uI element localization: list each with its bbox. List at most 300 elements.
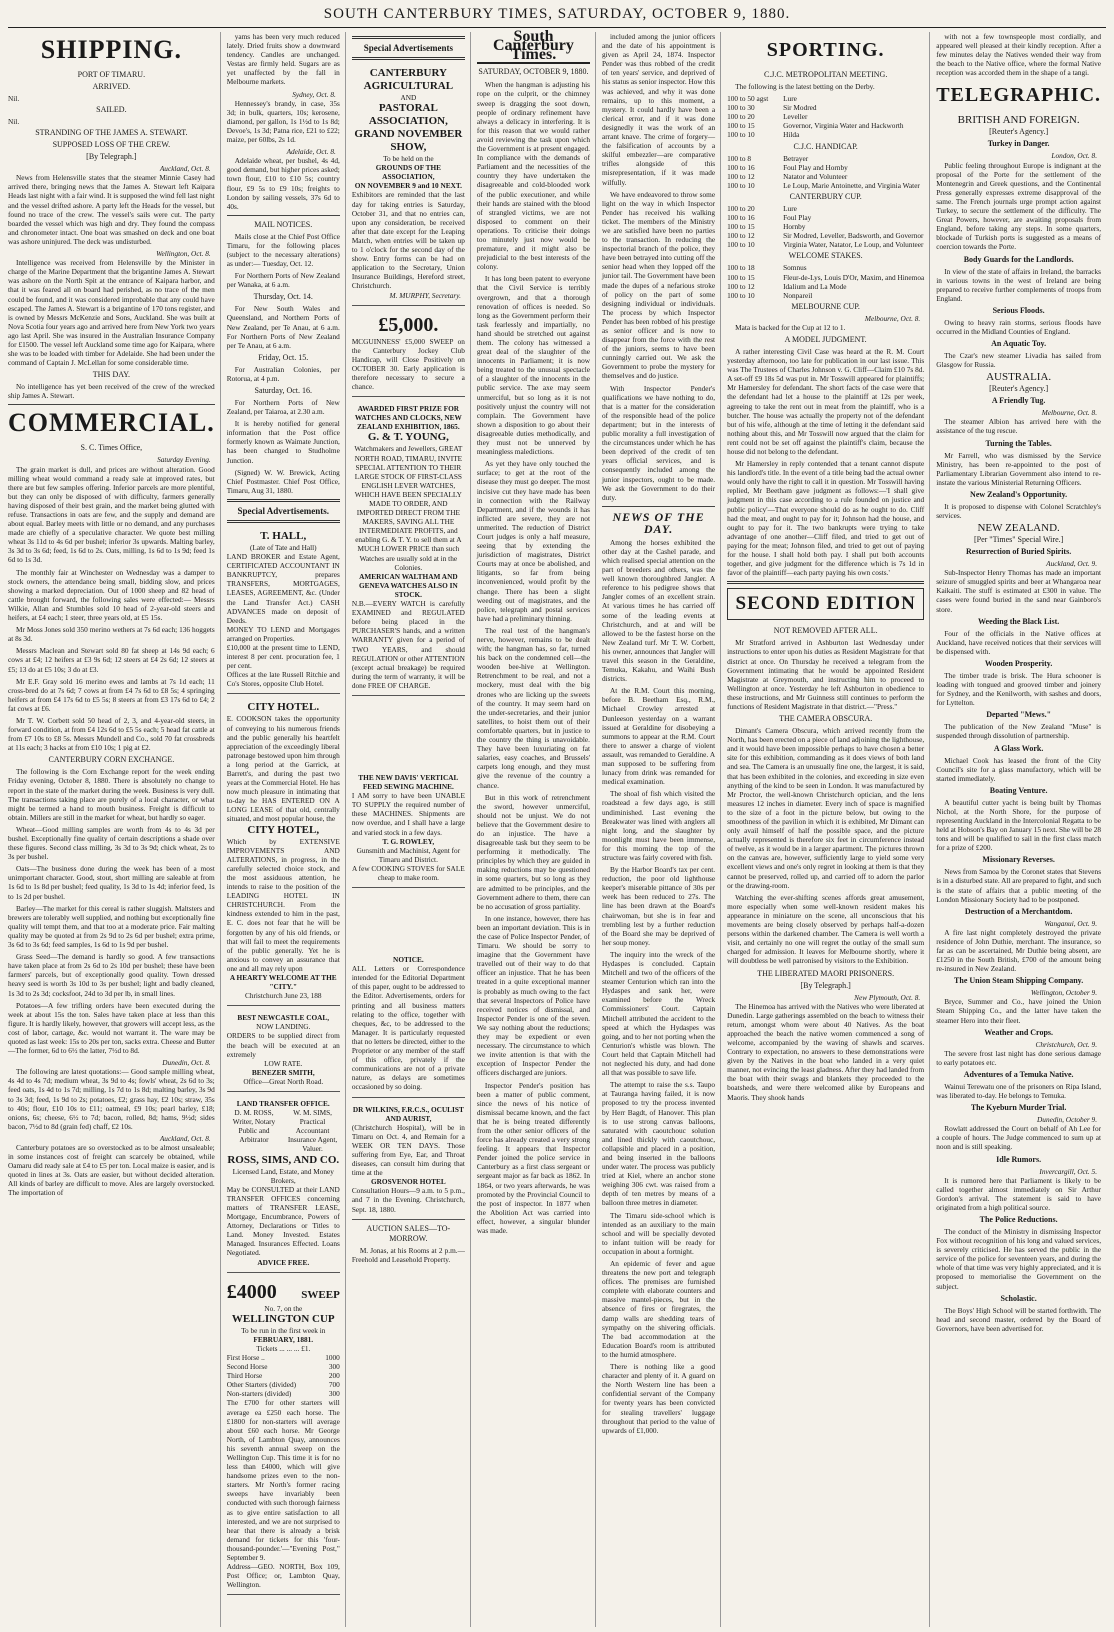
horse-name: Governor, Virginia Water and Hackworth [783, 121, 904, 131]
ad-title: DR WILKINS, F.R.C.S., OCULIST AND AURIST, [352, 1104, 464, 1123]
ad-text: To be run in the first week in [241, 1325, 326, 1335]
welcome-odds-list [727, 263, 924, 299]
article-paragraph: Watching the ever-shifting scenes affords great amusement, more especially when some well-known resident makes his appearance in miniature on the scene, all unconscious that his movements are being closely observed by perhaps half-a-dozen persons within the darkened chamber. The Camera is well worth a visit, and certainly no one will regret the outlay of the small sum charged for admission. It leaves for Melbourne shortly, where it will doubtless be well patronised by visitors to the Exhibition. [727, 892, 925, 966]
ad-sub: NOW LANDING. [256, 1022, 311, 1032]
column-6 [727, 32, 930, 1627]
divider [352, 36, 465, 39]
ad-title: ROSS, SIMS, AND CO. [227, 1153, 340, 1166]
article-paragraph: Rowlatt addressed the Court on behalf of Ah Lee for a couple of hours. The Judge commenced to sum up at noon and is still speaking. [936, 1124, 1102, 1152]
office-line: S. C. Times Office, [80, 443, 143, 453]
leader-paragraph: As yet they have only touched the surface; to get at the root of the disease they must go deeper. The most incisive cut they have made has been in connection with the Railway Department, and if the wounds it has inflicted are severe, they are not unmerited. The reduction of District Court judges is only a half measure, seeing that by extending the jurisdiction of magistrates, District Courts may at once be abolished, and litigants, so far from being inconvenienced, would profit by the change. There has been a slight weeding out of magistrates, and the police, telegraph and postal services have had a preliminary thinning. [476, 459, 590, 623]
divider [8, 404, 215, 405]
article-paragraph: The steamer Albion has arrived here with the assistance of the tug rescue. [936, 417, 1102, 436]
welcome-heading: WELCOME STAKES. [788, 251, 863, 261]
article-paragraph: A beautiful cutter yacht is being built by Thomas Nichol, at the North Shore, for the purpose of representing Auckland in the Intercolonial Regatta to be held at Hobson's Bay on January 15 next. She will be 28 tons and will be qualified to sail in the first class match for a prize of £200. [936, 797, 1102, 853]
paper-banner: South Canterbury Times. [477, 32, 590, 64]
cup-odds-list [727, 204, 924, 249]
prize-row [227, 1380, 340, 1389]
hall-advertisement [227, 527, 340, 695]
odds-row [727, 231, 924, 240]
column-4 [476, 28, 596, 1627]
mail-heading: MAIL NOTICES. [254, 219, 313, 229]
arrived-nil: Nil. [8, 94, 20, 103]
odds-row [727, 282, 924, 291]
story-heading: A Friendly Tug. [991, 396, 1046, 406]
story-heading: A Glass Work. [993, 743, 1044, 753]
odds-row [727, 94, 924, 103]
ad-title: GRAND NOVEMBER SHOW, [354, 128, 463, 154]
story-heading: Weeding the Black List. [977, 616, 1060, 626]
ad-text: ON NOVEMBER 9 and 10 NEXT. [354, 181, 463, 191]
article-paragraph: The Hinemoa has arrived with the Natives who were liberated at Dunedin. Large gatherings assembled on the beach to witness their return, amongst whom were about 40 Natives. As the boat approached the beach the native women commenced a song of welcome, accompanied by the waving of shawls and scarves. Contrary to expectation, no answers to these demonstrations were given by the Natives in the boat who landed in a very quiet manner, not evincing the least gladness. After they had landed from the boat with their swags and blankets they proceeded to the boatsheds, and were there welcomed alike by Europeans and Maoris. They shook hands [727, 1001, 925, 1102]
horse-name: Nonpareil [783, 290, 813, 300]
coal-advertisement [227, 1010, 340, 1092]
prize-label: Second Horse [226, 1362, 268, 1372]
article-paragraph: Mr Moss Jones sold 350 merino wethers at 7s 6d each; 136 hoggets at 8s 3d. [8, 625, 215, 644]
article-paragraph: Wheat—Good milling samples are worth from 4s to 4s 3d per bushel. Exceptionally fine quality of certain descriptions a shade over these figures. Second class milling, 3s 3d to 3s 9d; chick wheat, 2s to 3s per bushel. [8, 824, 215, 862]
column-1 [8, 32, 221, 1627]
mail-signed: (Signed) W. W. Brewick, Acting Chief Postmaster. Chief Post Office, Timaru, Aug 31, 1880. [226, 467, 340, 495]
odds-row [727, 291, 924, 300]
odds-value: 100 to 15 [727, 121, 755, 131]
story-heading: Boating Venture. [989, 785, 1048, 795]
article-paragraph: The severe frost last night has done serious damage to early potatoes etc. [936, 1048, 1102, 1067]
news-paragraph: At the R.M. Court this morning, before B. Beetham Esq., R.M., Michael Crowley arrested at Dunleeson yesterday on a warrant issued at Geraldine for disobeying a summons to appear at the R.M. Court there to answer a charge of violent assault, was remanded to Geraldine. A man supposed to be suffering from lunacy from drink was remanded for medical examination. [602, 686, 716, 787]
ad-title: CITY HOTEL. [247, 701, 320, 714]
horse-name: Virginia Water, Natator, Le Loup, and Volunteer [783, 240, 924, 250]
odds-value: 100 to 16 [727, 162, 755, 172]
odds-value: 100 to 12 [727, 231, 755, 241]
story-heading: Destruction of a Merchantdom. [964, 906, 1073, 916]
article-paragraph: Adelaide wheat, per bushel, 4s 4d, good demand, but higher prices asked; town flour, £10 to £10 5s; country flour, £9 5s to £9 10s; freights to London by sailing vessels, 37s 6d to 40s. [226, 156, 340, 211]
horse-name: Idalium and La Mode [783, 281, 847, 291]
article-paragraph: It is proposed to dispense with Colonel Scratchley's services. [936, 501, 1102, 520]
odds-row [727, 263, 924, 272]
article-paragraph: A rather interesting Civil Case was heard at the R. M. Court yesterday afternoon, too late for publication in our last issue. This was The Trustees of Charles Johnson v. G. Cliff—Claim £10 7s 8d. A set-off £9 18s 5d was put in. Mr Tosswill appeared for plaintiffs; Mr Hamersley for defendant. The short facts of the case were that the defendant had let a house to the plaintiff at 12s per week, agreeing to take the rent out in meat from the plaintiff, who is a butcher. The house was actually the property not of the defendant but of his wife, although at the time of letting it the defendant said nothing about this, and Mr Tosswill now argued that the claim for rent could not be set off against the plaintiff's claim, because the house did not belong to the defendant. [727, 346, 925, 456]
divider [352, 57, 465, 60]
dateline: Adelaide, Oct. 8. [286, 147, 336, 157]
ad-text: AMERICAN WALTHAM AND GENEVA WATCHES ALSO IN STOCK. [358, 571, 458, 599]
handicap-heading: C.J.C. HANDICAP. [793, 141, 858, 151]
story-heading: New Zealand's Opportunity. [970, 489, 1068, 499]
article-paragraph: Intelligence was received from Helensville by the Minister in charge of the Marine Department that the brigantine James A. Stewart was ashore on the North Spit at the entrance of Kaipara harbor, and that it was feared all on board had perished, as no trace of the men could be found, and it was considered improbable that any could have escaped. The James A. Stewart is a brigantine of 170 tons register, and is owned by Messrs McKenzie and Sons, Auckland. She was built at Nova Scotia four years ago and arrived here from New York two years ago last April. She was insured in the Australian Insurance Company for £1500. The vessel left Auckland some time ago for Kaipara, where she was to be loaded with timber for Adelaide. She had been under the command of Captain J. McLellan for some considerable time. [8, 258, 215, 368]
wire-credit: [Per "Times" Special Wire.] [973, 535, 1064, 545]
paper-date: SATURDAY, OCTOBER 9, 1880. [478, 67, 589, 77]
ad-text: The £700 for other starters will average ea £250 each horse. The £1800 for non-starters will average about £60 each horse. Mr George North, of Lambton Quay, announces his seventh annual sweep on the Wellington Cup. This time it is for no less than £4000, which will give handsome prizes even to the non-starters. Mr North's former racing sweeps have invariably been conducted with such thorough fairness as to give entire satisfaction to all interested, and we are not surprised to hear that there is already a brisk demand for tickets for this 'four-thousand-pounder.'—"Evening Post," September 9. [226, 1398, 340, 1563]
odds-row [727, 172, 924, 181]
article-paragraph: Bryce, Summer and Co., have joined the Union Steam Shipping Co., and the latter have taken the steamer Hero into their fleet. [936, 997, 1102, 1025]
maori-heading: THE LIBERATED MAORI PRISONERS. [757, 968, 895, 978]
odds-value: 100 to 18 [727, 263, 755, 273]
dateline: Wanganui, Oct. 9. [1044, 918, 1098, 928]
agency-credit: [Reuter's Agency.] [989, 127, 1049, 137]
odds-value: 100 to 30 [727, 103, 755, 113]
leader-paragraph: In one instance, however, there has been an important deviation. This is in the case of Police Inspector Pender, of Timaru. We should be sorry to imagine that the Government have travelled out of their way to do that officer an injustice. That he has been treated in a quite exceptional manner is probably as much owing to the fact that several Inspectors of Police have received notices of dismissal, and Inspector Pender is one of the seven. We say nothing about the reductions; they may be expedient or even necessary. The circumstance to which we invite attention is that with the exception of Inspector Pender the officers discharged are juniors. [476, 913, 590, 1078]
prize-label: Other Starters (divided) [226, 1380, 297, 1390]
article-paragraph: The Boys' High School will be started forthwith. The head and second master, ordered by the Board of Governors, have been advertised for. [936, 1305, 1102, 1333]
land-transfer-advertisement [227, 1096, 340, 1273]
leader-paragraph: With Inspector Pender's qualifications we have nothing to do, that is a matter for the consideration of the responsible head of the police department; but in the interests of public morality a full investigation of the circumstances under which he has been deprived of the credit of ten years official services, and is consequently included among the junior inspectors, ought to be made. We ask the Government to do their duty. [602, 383, 716, 502]
article-paragraph: Grass Seed—The demand is hardly so good. A few transactions have taken place at from 2s 6d to 2s 10d per bushel; these have been farmers' parcels, but of exceptionally good quality. Town dressed heavy seed is worth 3s 10d to 3s per bushel; light and badly cleaned, 1s 3d to 2s 3d; cocksfoot, 24d to 3d per lb, in small lines. [8, 952, 215, 998]
column-3 [352, 32, 471, 1627]
story-heading: The Union Steam Shipping Company. [954, 976, 1084, 986]
ad-title: G. & T. YOUNG, [367, 431, 449, 444]
news-paragraph: By the Harbor Board's tax per cent. reduction, the poor old lighthouse keeper's miserable pittance of 30s per week has been reduced to 27s. The line has been drawn at the Board's chairwoman, but she is in fear and trembling lest by a further reduction of the Board she may be deprived of her soup money. [602, 865, 716, 947]
telegraph-credit: [By Telegraph.] [86, 152, 137, 162]
horse-name: Natator and Volunteer [783, 171, 848, 181]
prize-value: 200 [328, 1371, 340, 1381]
odds-row [727, 213, 924, 222]
ad-text: LAND BROKER and Estate Agent, CERTIFICATED ACCOUNTANT IN BANKRUPTCY, prepares TRANSFERS, MORTGAGES, LEASES, AGREEMENT, &c. (Under the Land Transfer Act.) CASH ADVANCES made on deposit of Deeds. [226, 552, 340, 625]
ad-text: To be held on the [383, 154, 434, 164]
dateline: Sydney, Oct. 8. [292, 89, 336, 99]
ad-text: Address—GEO. NORTH, Box 109, Post Office; or, Lambton Quay, Wellington. [226, 1562, 340, 1590]
article-paragraph: Mr E.F. Gray sold 16 merino ewes and lambs at 7s 1d each; 11 cross-bred do at 7s 6d; 7 cows at from £4 7s 6d to £8 5s; 4 springing heifers at from £4 17s 6d to £5 5s; 8 steers at from £3 17s 6d to £4; 2 fat cows at £6. [8, 676, 215, 713]
dateline: Dunedin, October 9. [1037, 1115, 1098, 1125]
auction-heading: AUCTION SALES—TO-MORROW. [366, 1223, 451, 1243]
odds-value: 100 to 15 [727, 272, 755, 282]
ad-text: Gunsmith and Machinist, Agent for Timaru and District. [356, 845, 461, 864]
sailed-nil: Nil. [8, 117, 20, 127]
ad-text: GROSVENOR HOTEL [370, 1177, 446, 1187]
story-heading: Resurrection of Buried Spirits. [966, 547, 1072, 557]
divider [727, 581, 924, 584]
dateline: New Plymouth, Oct. 8. [854, 992, 921, 1002]
masthead: SOUTH CANTERBURY TIMES, SATURDAY, OCTOBER 9, 1880. [8, 6, 1106, 28]
article-paragraph: Mr Stratford arrived in Ashburton last Wednesday under instructions to enter upon his duties as Resident Magistrate for that district at once. On Thursday he received a telegram from the Government intimating that he would be appointed Resident Magistrate at Greymouth, and instructing him to proceed to Wellington at once. Yesterday he left Ashburton in obedience to these instructions, and Mr Guinness still continues to perform the functions of Resident Magistrate in that district.—"Press." [727, 638, 925, 711]
commercial-heading: COMMERCIAL. [8, 408, 215, 438]
port-heading: PORT OF TIMARU. [77, 70, 146, 79]
news-paragraph: The attempt to raise the s.s. Taupo at Tauranga having failed, it is now proposed to try the process invented by Herr Bagdt, of Hanover. This plan is to use strong canvas balloons, saturated with caoutchouc solution and lined thickly with caoutchouc, collapsible and placed in a position, and being inserted in the balloons under water. The process was publicly tried at Kiel, where an anchor stone weighing 306 cwt. was raised from a depth of ten metres by means of a balloon three metres in diameter. [602, 1080, 716, 1208]
article-paragraph: Mr Hamersley in reply contended that a tenant cannot dispute his landlord's title. In the event of a title being bad the actual owner would only have the right to call it in question. Mr Tosswill having replied, Mr Beetham gave judgment as follows:—'I shall give judgment in this case according to a rule founded on justice and public policy'—That everyone should do as he ought to do. Cliff had the meat, and ought to pay for it; Johnson had the house, and ought to pay for it. The two bankrupts were trying to take advantage of one another—Cliff filed, and tried to get out of paying for the meat; Johnson filed, and tried to get out of paying for the house. I shall hold both pay. I shall put both accounts together, and give judgment for the difference which is 7s 1d in favor of the plaintiff—each party paying his own costs.' [727, 459, 925, 578]
article-paragraph: Public feeling throughout Europe is indignant at the proposal of the Porte for the settlement of the Montenegrin and Greek questions, and the Continental Press generally expresses extreme disapproval of the same. The French journals urge prompt action against Turkey, to secure the settlement of the difficulty. The Great Powers, however, are awaiting proposals from England, before taking any steps. In some quarters, blockade of Turkish ports is suggested as a means of coercion towards the Porte. [936, 160, 1102, 252]
article-paragraph: Michael Cook has leased the front of the City Council's site for a glass manufactory, which will be started immediately. [936, 755, 1102, 783]
horse-name: Lure [783, 94, 797, 104]
mail-paragraph: It is hereby notified for general information that the Post office formerly known as Waimate Junction, has been changed to Studholme Junction. [226, 419, 340, 465]
ad-sub: Licensed Land, Estate, and Money Brokers, [232, 1166, 334, 1185]
camera-heading: THE CAMERA OBSCURA. [779, 714, 873, 724]
horse-name: Sir Modred [783, 103, 817, 113]
blank-space [352, 892, 465, 952]
city-hotel-advertisement [227, 698, 340, 1006]
mail-paragraph: For Australian Colonies, per Rotorua, at 4 p.m. [226, 364, 340, 383]
derby-odds-list [727, 94, 924, 139]
ad-date: Christchurch June 23, 188 [244, 991, 322, 1001]
story-heading: Scholastic. [1000, 1293, 1037, 1303]
divider [602, 506, 715, 507]
columns [8, 28, 1106, 1627]
story-heading: The Kyeburn Murder Trial. [970, 1103, 1067, 1113]
mail-paragraph: For Northern Ports of New Zealand, per Taiaroa, at 2.30 a.m. [226, 398, 340, 417]
odds-value: 100 to 10 [727, 130, 755, 140]
leader-paragraph: We have endeavored to throw some light on the way in which Inspector Pender has received his walking ticket. The members of the Ministry we are satisfied have been no parties to the transaction. In reducing the inspectorial branch of the police, they have been betrayed into cutting off the senior head when they lopped off the junior tail. The Government have been made the dupes of a nefarious stroke of policy on the part of some designing individual or individuals. The process by which Inspector Pender has been robbed of his prestige as senior officer and is now to disappear from the force with the rest of the juniors, seems to have been cunningly carried out. We ask the Government to probe the mystery for themselves and do justice. [602, 189, 716, 381]
ad-text: AWARDED FIRST PRIZE FOR WATCHES AND CLOCKS, NEW ZEALAND EXHIBITION, 1865. [354, 404, 462, 432]
ad-text: Consultation Hours—9 a.m. to 5 p.m., and 7 in the Evening. Christchurch, Sept. 18, 1880. [351, 1186, 465, 1214]
dateline: Wellington, October 9. [1030, 988, 1098, 998]
prize-label: Third Horse [226, 1371, 263, 1381]
dateline: Auckland, Oct. 9. [1046, 559, 1098, 569]
dateline: Melbourne, Oct. 8. [864, 313, 921, 323]
prize-label: Non-starters (divided) [226, 1389, 292, 1399]
story-heading: An Aquatic Toy. [991, 339, 1047, 349]
article-paragraph: Mr T. W. Corbett sold 50 head of 2, 3, and 4-year-old steers, in forward condition, at from £4 12s 6d to £5 5s each; 5 head fat cattle at from £7 10s to £8 5s. Messrs Mundell and Co., sold 70 fat crossbreds at 11s each; 3 hacks at from £10 10s; 1 pig at £2. [8, 715, 215, 753]
ad-text: FEBRUARY, 1881. [253, 1334, 314, 1344]
prize-value: 1000 [325, 1352, 340, 1362]
news-heading: NEWS OF THE DAY. [612, 509, 705, 536]
article-paragraph: A fire last night completely destroyed the private residence of John Duthie, merchant. The insurance, so far as can be ascertained, Mr Duthie being absent, are £1250 in the South British, £700 of the amount being re-insured in New Zealand. [936, 927, 1102, 974]
ad-title: CANTERBURY AGRICULTURAL [363, 67, 454, 92]
odds-value: 100 to 12 [727, 281, 755, 291]
cup-heading: CANTERBURY CUP. [789, 191, 862, 201]
odds-row [727, 130, 924, 139]
ad-title: THE NEW DAVIS' VERTICAL FEED SEWING MACHINE. [358, 772, 459, 792]
ad-text: GROUNDS OF THE ASSOCIATION, [375, 163, 441, 182]
notice-advertisement [352, 952, 465, 1097]
show-advertisement [352, 64, 465, 306]
odds-value: 100 to 20 [727, 112, 755, 122]
leader-paragraph: included among the junior officers and the date of his appointment is given as April 24, 1874. Inspector Pender was thus robbed of the credit of ten years' service, and deprived of his status as senior inspector. How this was achieved, and why it was done remains, up to this moment, a mystery. It could hardly have been a clerical error, and if it was done designedly it was the work of an arrant knave. The crime of forgery—the falsification of accounts by a skilful embezzler—are comparative trifles alongside of this misrepresentation, if it was made wilfully. [602, 32, 716, 187]
mail-day: Saturday, Oct. 16. [254, 386, 312, 395]
handicap-odds-list [727, 154, 924, 190]
ad-text: T. G. ROWLEY, [382, 836, 435, 846]
sailed-label: SAILED. [96, 105, 127, 115]
evening-line: Saturday Evening. [157, 455, 211, 465]
odds-row [727, 121, 924, 130]
news-paragraph: An epidemic of fever and ague threatens the new port and telegraph offices. The premises are furnished complete with elaborate counters and massive mantel-pieces, but in the absence of fires or firegrates, the damp walls are shedding tears of sympathy on the shivering officials. The bad accommodation at the Education Board's room is attributed to the humid atmosphere. [602, 1259, 716, 1359]
article-paragraph: The Czar's new steamer Livadia has sailed from Glasgow for Russia. [936, 351, 1102, 370]
article-paragraph: It is rumored here that Parliament is likely to be called together almost immediately on Sir Arthur Gordon's arrival. The statement is said to have originated from a high political source. [936, 1175, 1102, 1212]
ad-text: Exhibitors are reminded that the last day for taking entries is Saturday, October 31, and that no entries can, upon any consideration, be received after that date except for the Leaping Match, when entries will be taken up to 1 o'clock for the second day of the show. Entry forms can be had on application to the Secretary, Union Insurance Buildings, Hereford street, Christchurch. [351, 190, 465, 291]
mail-day: Friday, Oct. 15. [258, 352, 309, 362]
article-paragraph: with not a few townspeople most cordially, and appeared well pleased at their kindly reception. After a few minutes delay the Natives wended their way from the beach to the Native office, where the formal Native reception was accorded them in the shape of a tangi. [936, 32, 1102, 78]
ad-sub: (Late of Tate and Hall) [249, 542, 317, 552]
arrived-label: ARRIVED. [92, 82, 131, 91]
divider [227, 215, 340, 216]
mail-paragraph: For Northern Ports of New Zealand per Wanaka, at 6 a.m. [226, 271, 340, 290]
telegraph-credit: [By Telegraph.] [800, 980, 851, 990]
ad-text: N.B.—EVERY WATCH is carefully EXAMINED and REGULATED before being placed in the PURCHASER'S hands, and a written WARRANTY given for a period of TWO YEARS, and should REGULATION or other ATTENTION (except actual breakage) be required during the term of warranty, it will be done FREE OF CHARGE. [351, 599, 465, 690]
dateline: Melbourne, Oct. 8. [1041, 408, 1098, 418]
odds-row [727, 163, 924, 172]
article-paragraph: M. Jonas, at his Rooms at 2 p.m.—Freehold and Leasehold Property. [351, 1245, 465, 1264]
ad-text: E. COOKSON takes the opportunity of conveying to his numerous friends and the public generally his heartfelt appreciation of the exceedingly liberal patronage bestowed upon him through a long period at the Garrick, at Barrett's, and during the past two years at the Commercial Hotel. He has now much pleasure in intimating that to-day he HAS ENTERED ON A LONG LEASE of that old, centrally situated, and most popular house, the [226, 714, 340, 824]
ad-text: £10,000 at the present time to LEND, interest 8 per cent. procuration fee, 1 per cent. [226, 642, 340, 671]
odds-row [727, 154, 924, 163]
dateline: Wellington, Oct. 8. [156, 249, 211, 259]
dateline: Invercargill, Oct. 5. [1039, 1166, 1098, 1176]
article-paragraph: The publication of the New Zealand "Muse" is suspended through dissolution of partnership. [936, 722, 1102, 741]
story-heading: Weather and Crops. [984, 1027, 1054, 1037]
article-paragraph: No intelligence has yet been received of the crew of the wrecked ship James A. Stewart. [8, 382, 215, 401]
odds-row [727, 222, 924, 231]
odds-value: 100 to 8 [727, 153, 752, 163]
ad-title: BEST NEWCASTLE COAL, [237, 1013, 330, 1023]
horse-name: Hilda [783, 130, 800, 140]
ad-text: A HEARTY WELCOME AT THE "CITY." [229, 972, 337, 992]
sweep-amount: £4000 [226, 1280, 277, 1303]
ad-text: Which by EXTENSIVE IMPROVEMENTS AND ALTERATIONS, in progress, in the carefully selected choice stock, and the most assiduous attention, he intends to raise to the position of the LEADING HOTEL IN CHRISTCHURCH. From the kindness extended to him in the past, E. C. does not fear that he will be forgotten by any of his old friends, or that will fail to meet the requirements of the public generally. Yet he is anxious to convey an assurance that one and all may rely upon [226, 836, 340, 973]
article-paragraph: Mr Farrell, who was dismissed by the Service Ministry, has been re-appointed to the post of Parliamentary Librarian Government also intend to re-instate the various Ministerial Returning Officers. [936, 450, 1102, 487]
article-paragraph: News from Helensville states that the steamer Minnie Casey had arrived there, bringing news that the James A. Stewart left Kaipara Heads last night with a fair wind. It is supposed the wind fell last night and the vessel drifted ashore. A party left the Heads for the vessel, but found no trace of the crew. The vessel's sails were cut. The party boarded the vessel which was high and dry. They found the compass and chronometer intact. One boat was smashed on deck and one boat was ashore uninjured. The deck was undisturbed. [8, 173, 215, 246]
horse-name: Fleur-de-Lys, Louis D'Or, Maxim, and Hinemoa [783, 272, 925, 282]
leader-paragraph: It has long been patent to everyone that the Civil Service is terribly overgrown, and that a thorough renovation of offices is needed. So long as the Government perform their task fearlessly and impartially, no hand should be stretched out against them. The colony has witnessed a great deal of the slaughter of the innocents in Parliament; it is now being treated to the unusual spectacle of a slaughter of the innocents in the public service. The axe may seem unmerciful, but so long as it is not positively unjust the country will not complain. The Government have shown a disposition to go about their disagreeable duties methodically, and they must not be unnerved by meaningless maledictions. [476, 274, 590, 457]
news-paragraph: There is nothing like a good character and plenty of it. A guard on the North Western line has been a confidential servant of the Company for twenty years has been convicted for stealing travellers' luggage throughout that period to the value of upwards of £1,000. [602, 1362, 716, 1435]
horse-name: Sir Modred, Leveller, Badsworth, and Governor [783, 231, 924, 241]
article-paragraph: Oats—The business done during the week has been of a most unimportant character. Good, stout, short milling are saleable at from 1s 6d to 1s 8d per bushel; feed quality, 1s 3d to 1s 4d; inferior feed, 1s to 1s 2d per bushel. [8, 864, 215, 901]
odds-row [727, 204, 924, 213]
horse-name: Betrayer [783, 153, 809, 163]
ad-text: ORDERS to be supplied direct from the beach will be executed at an extremely [226, 1031, 340, 1059]
ad-text: Office—Great North Road. [243, 1076, 324, 1086]
ad-text: LOW RATE. [264, 1058, 303, 1068]
story-heading: The Police Reductions. [979, 1214, 1058, 1224]
news-paragraph: Among the horses exhibited the other day at the Cashel parade, and which realised special attention on the part of breeders and others, was the well known thoroughbred Jangler. A reference to his pedigree shows that Jangler comes of an excellent strain. At various times he has carried off some of the leading events at Christchurch, and at and will be allowed to be the fastest horse on the New Zealand turf. Mr T. W. Corbett, his owner, announces that Jangler will travel this season in the Geraldine, Temuka, Kakahu, and Waihi Bush districts. [602, 537, 716, 684]
odds-value: 100 to 12 [727, 171, 755, 181]
mail-paragraph: Mails close at the Chief Post Office Timaru, for the following places (subject to the necessary alterations) as under:— Tuesday, Oct. 12. [226, 231, 340, 269]
ad-partner: D. M. ROSS, Writer, Notary Public and Arbitrator [232, 1108, 276, 1145]
leader-paragraph: But in this work of retrenchment the sword, however unmerciful, should not be unjust. We do not believe that the Government desire to do an injustice. The have a disagreeable task but they seem to be performing it methodically. The principles by which they are guided in making reductions may be questioned in some quarters, but so long as they are admitted to be principles, and the Government adhere to them, there can be no accusation of gross partiality. [476, 792, 590, 911]
odds-value: 100 to 50 agst [727, 94, 769, 104]
story-heading: Body Guards for the Landlords. [963, 254, 1074, 264]
news-paragraph: The inquiry into the wreck of the Hydaspes is concluded. Captain Mitchell and two of the officers of the steamer Centurion which ran into the Hydaspes and sank her, were examined before the Wreck Commissioners' Court. Captain Mitchell attributed the accident to the speed at which the Hydaspes was going, and to her not porting when the Centurion's whistle was blown. The Court held that Captain Mitchell had not neglected his duty, and had done all that was possible to save life. [602, 949, 716, 1078]
ad-title: LAND TRANSFER OFFICE. [236, 1099, 330, 1108]
prize-value: 300 [328, 1389, 340, 1399]
ad-text: ALL Letters or Correspondence intended for the Editorial Department of this paper, ought to be addressed to the Editor. Advertisements, orders for printing and all business matters relating to the office, together with cheques, &c, to be addressed to the Manager. It is particularly requested that no letters be directed, either to the Proprietor or any member of the staff of this office, privately if the communications are not of a private nature, as delays are sometimes occasioned by so doing. [351, 964, 465, 1092]
ad-amount: £5,000. [378, 313, 439, 336]
ad-title: PASTORAL ASSOCIATION, [368, 102, 448, 128]
removed-heading: NOT REMOVED AFTER ALL. [773, 626, 878, 636]
article-paragraph: Owing to heavy rain storms, serious floods have occurred in the Midland Counties of England. [936, 317, 1102, 336]
horse-name: Leveller [783, 112, 808, 122]
article-paragraph: yams has been very much reduced lately. Dried fruits show a downward tendency. Candles are unchanged. Vestas are firmly held. Sugars are as yet unaffected by the fall in Melbourne markets. [226, 32, 340, 87]
sweep-word: SWEEP [301, 1288, 340, 1301]
article-paragraph: The conduct of the Ministry in dismissing Inspector Fox without recognition of his long and valued services, is severely criticised. He has served the public in the service of the police for seventeen years, and during the whole of that time was very highly appreciated, and it is proposed to memorialise the Government on the subject. [936, 1226, 1102, 1291]
odds-value: 100 to 20 [727, 203, 755, 213]
article-paragraph: Barley—The market for this cereal is rather sluggish. Maltsters and brewers are tolerably well supplied, and nothing but exceptionally fine quality will tempt them, and that too at a moderate price. Fair malting quality may be quoted at from 2s 9d to 2s 6d per bushel; extra prime, 3s 6d to 3s 6d; feed samples, 1s 6d to 1s 9d per bushel. [8, 903, 215, 950]
article-paragraph: Messrs Maclean and Stewart sold 80 fat sheep at 14s 9d each; 6 cows at £4; 12 heifers at £3 9s 6d; 12 steers at £4 2s 6d; 12 steers at £5; 13 do at £5 10s; 3 do at £3. [8, 646, 215, 674]
telegraphic-heading: TELEGRAPHIC. [936, 84, 1102, 107]
article-paragraph: The following is the Corn Exchange report for the week ending Friday evening, October 8, 1880. There is absolutely no change to report in the state of the market during the week. Business is very dull. The transactions taking place are purely of a local character, or what might be termed a hand to mouth business. Freight is difficult to obtain. Millers are still in the market for wheat, but hardly so eager. [8, 767, 215, 822]
horse-name: Lure [783, 203, 797, 213]
odds-value: 100 to 10 [727, 290, 755, 300]
prize-value: 300 [328, 1362, 340, 1372]
horse-name: Hornby [783, 222, 806, 232]
wilkins-advertisement [352, 1102, 465, 1220]
story-heading: Turkey in Danger. [987, 139, 1050, 149]
prize-list [227, 1353, 340, 1398]
column-5 [602, 32, 721, 1627]
ad-text: AND [400, 93, 417, 102]
australia-heading: AUSTRALIA. [986, 371, 1052, 384]
article-paragraph: Dimant's Camera Obscura, which arrived recently from the North, has been erected on a piece of land adjoining the lighthouse, and it would have been impossible perhaps to have chosen a better site for this exhibition, commanding as it does views of both land and sea. The Camera is an unusually fine one, the largest, it is said, that has been exhibited in the colonies, and exceeding in size even anything of the kind to be seen in London. It was manufactured by Mr Proctor, the well-known Christchurch optician, and the lens measures 12 inches in diameter. Every inch of space is magnified to the size of a foot in the picture below, but owing to the smoothness of the pavilion in which it is exhibited, Mr Dimant can only avail himself of half the possible space, and the picture actually represented is therefore six feet in circumference instead of twelve, as it would be in a larger apartment. The pictures thrown on the canvas are, however, sufficiently large to yield some very excellent views and one's only regret in looking at them is that they cannot be preserved, rolled up, and carried off to adorn the parlor or the drawing-room. [727, 726, 925, 890]
horse-name: Foul Play [783, 213, 812, 223]
sporting-heading: SPORTING. [766, 39, 885, 61]
ad-text: MONEY TO LEND and Mortgages arranged on Properties. [226, 624, 340, 643]
mail-paragraph: For New South Wales and Queensland, and Northern Ports of New Zealand, per Te Anau, at 6 a.m. For Northern Ports of New Zealand per Te Anau, at 6 a.m. [226, 304, 340, 350]
article-paragraph: The monthly fair at Winchester on Wednesday was a damper to stock owners, the attendance being small, bidding slow, and prices showing a marked depreciation. Out of 1000 sheep and 82 head of cattle brought forward, the following sales were effected:— Messrs Wilkie, Allan and Stumbles sold 10 head of 2-year-old steers and heifers, at £4 each; 1 steer, three years old, at £5 15s. [8, 567, 215, 623]
melbourne-cup-heading: MELBOURNE CUP. [791, 301, 860, 311]
special-ads-heading: Special Advertisements [363, 43, 453, 53]
article-paragraph: The timber trade is brisk. The Hura schooner is loading with tongued and grooved timber and joinery for Sydney, and the Kenilworth, with sashes and doors, for Lyttelton. [936, 670, 1102, 708]
prize-row [227, 1389, 340, 1398]
odds-value: 100 to 10 [727, 240, 755, 250]
article-paragraph: Hennessey's brandy, in case, 35s 3d; in bulk, quarters, 10s; kerosene, diamond, per gallon, 1s 1½d to 1s 8d; Devoe's, 1s 3d; Patna rice, £21 to £22; maize, per 60lbs, 2s 1d. [226, 98, 340, 145]
odds-row [727, 240, 924, 249]
british-foreign-heading: BRITISH AND FOREIGN. [957, 114, 1080, 127]
ad-text: No. 7, on the [264, 1303, 303, 1313]
news-paragraph: The shoal of fish which visited the roadstead a few days ago, is still undiminished. Last evening the Breakwater was lined with anglers all night long, and the slaughter by moonlight must have been immense, for this morning the top of the structure was fairly covered with fish. [602, 789, 716, 862]
article-paragraph: The following is the latest betting on the Derby. [735, 82, 875, 91]
blank-space [352, 700, 465, 770]
ad-text: (Christchurch Hospital), will be in Timaru on Oct. 4, and Remain for a WEEK OR TEN DAYS. Those suffering from Eye, Ear, and Throat diseases, can consult him during that time at the [351, 1122, 465, 1178]
story-heading: Wooden Prosperity. [984, 658, 1053, 668]
article-paragraph: Potatoes—A few trifling orders have been executed during the week at about 15s the ton. Sales have taken place at less than this figure. It is hardly likely, however, that growers will accept less, as the cost of labor, cartage, &c. would not warrant it. The ware may be quoted as last week: 15s to 20s per ton, sacks extra. Cheese and Butter—The former, 6d to 6½ the latter, 7½d to 8d. [8, 1000, 215, 1056]
article-paragraph: The grain market is dull, and prices are without alteration. Good milling wheat would command a ready sale at improved rates, but there are but few samples offering. Inferior parcels are more plentiful, but they can only be disposed of with difficulty, farmers generally having disposed of their best grain, and the market being glutted with refuse. Transactions in oats are few, and the supply and demand are about equal. Barley meets with little or no demand, and any purchases made are chiefly of a speculative character. We quote best milling wheat 3s 11d to 4s 6d per bushel; inferior 3s upwards. Malting barley, 3s 3d to 3s 6d; feed, 1s 6d to 2s. Oats, milling, 1s 6d to 1s 9d; feed 1s 6d to 1s 3d. [8, 464, 215, 565]
horse-name: Somnus [783, 263, 807, 273]
article-paragraph: Mata is backed for the Cup at 12 to 1. [735, 322, 846, 332]
ad-partners [227, 1108, 340, 1153]
odds-row [727, 112, 924, 121]
article-paragraph: In view of the state of affairs in Ireland, the barracks in various towns in the west of Ireland are being prepared to receive further complements of troops from England. [936, 266, 1102, 303]
mail-day: Thursday, Oct. 14. [253, 292, 313, 302]
story-heading: Serious Floods. [992, 305, 1045, 315]
prize-value: 700 [328, 1380, 340, 1390]
prize-row [227, 1353, 340, 1362]
this-day-heading: THIS DAY. [92, 370, 131, 380]
sweep-advertisement [227, 1277, 340, 1596]
ad-text: A few COOKING STOVES for SALE cheap to make room. [351, 863, 465, 882]
odds-row [727, 103, 924, 112]
cjc-heading: C.J.C. METROPOLITAN MEETING. [763, 70, 888, 79]
story-heading: Idle Rumors. [996, 1154, 1042, 1164]
horse-name: Foul Play and Hornby [783, 162, 848, 172]
prize-row [227, 1371, 340, 1380]
exchange-heading: CANTERBURY CORN EXCHANGE. [48, 755, 175, 765]
odds-row [727, 273, 924, 282]
prize-label: First Horse .. [226, 1352, 265, 1362]
second-edition-heading: SECOND EDITION [727, 588, 924, 620]
ad-text: MCGUINNESS' £5,000 SWEEP on the Canterbury Jockey Club Handicap, will Close Positively on OCTOBER 30. Early application is therefore necessary to secure a chance. [351, 336, 465, 392]
news-paragraph: The Timaru side-school which is intended as an auxiliary to the main school and will be specially devoted to infant tuition will be ready for occupation in about a fortnight. [602, 1210, 716, 1256]
article-paragraph: Canterbury potatoes are so overstocked as to be almost unsaleable; in some instances cost of freight can scarcely be obtained, while Oamaru did ready sale at £4 to £5 per ton. Local maize is easier, and is quoted in lines at 3s. Oats are easier, but without decided alteration. All kinds of barley are difficult to move. Ales are largely overstocked. The importation of [8, 1143, 215, 1198]
dateline: Dunedin, Oct. 8. [162, 1058, 211, 1068]
ad-title: WELLINGTON CUP [231, 1312, 335, 1325]
guinness-advertisement [352, 310, 465, 398]
ad-text: Offices at the late Russell Ritchie and Co's Stores, opposite Club Hotel. [226, 670, 340, 689]
column-2 [227, 32, 346, 1627]
ad-text: BENEZER SMITH, [251, 1067, 315, 1077]
article-paragraph: Wainui Terewatu one of the prisoners on Ripa Island, was liberated to-day. He belongs to Temuka. [936, 1081, 1102, 1101]
story-heading: Departed "Mews." [986, 710, 1052, 720]
odds-row [727, 181, 924, 190]
ad-text: I AM sorry to have been UNABLE TO SUPPLY the required number of these MACHINES. Shipments are now overdue, and I shall have a large and varied stock in a few days. [351, 791, 465, 837]
dateline: Auckland, Oct. 8. [159, 1133, 211, 1143]
leader-paragraph: The real test of the hangman's nerve, however, remains to be dealt with; the hangman has, so far, turned his back on the condemned cell—the wooden bee-hive at Wellington. Retrenchment to be real, and not a mockery, must deal with the big drones who are licking up the sweets of the country. It may seem hard on the under-secretaries, and their junior satellites, to hoist them out of their comfortable quarters, but in justice to the country the thing is unavoidable. They have been luxuriating on fat salaries, easy coaches, and Brussels' carpets long enough, and they must give the revenue of the country a chance. [476, 625, 590, 790]
column-7 [936, 32, 1106, 1627]
agency-credit: [Reuter's Agency.] [989, 384, 1049, 394]
story-heading: Turning the Tables. [985, 438, 1052, 448]
ad-partner: W. M. SIMS, Practical Accountant Insurance Agent, Valuer. [287, 1108, 338, 1154]
article-paragraph: Sub-Inspector Henry Thomas has made an important seizure of smuggled spirits and beer at Whangaroa near Kaikaiti. The stuff is estimated at £300 in value. The cases were found buried in the sand near Gainboro's store. [936, 568, 1102, 614]
article-paragraph: News from Samoa by the Coronet states that Stevens is in a disturbed state. All are prepared to fight, and such is the state of affairs that a public meeting of the London Missionary Society had to be postponed. [936, 867, 1102, 904]
horse-name: Le Loup, Marie Antoinette, and Virginia Water [783, 180, 920, 190]
article-paragraph: Four of the officials in the Native offices at Auckland, have received notices that their services will be dispensed with. [936, 628, 1102, 656]
leader-paragraph: Inspector Pender's position has been a matter of public comment, since the news of his notice of dismissal became known, and the fact that he is being treated differently from the other senior officers of the force has already created a very strong feeling. It appears that Inspector Pender joined the police service in Canterbury as a first class sergeant or sergeant major as far back as 1862. In 1864, or two years afterwards, he was promoted by the Provincial Council to the post of inspector. In 1877 when the Abolition Act was carried into effect, however, a singular blunder was made. [476, 1080, 590, 1235]
new-zealand-heading: NEW ZEALAND. [977, 522, 1060, 535]
ad-text: ADVICE FREE. [257, 1257, 310, 1267]
odds-value: 100 to 10 [727, 180, 755, 190]
dateline: Christchurch, Oct. 9. [1035, 1039, 1098, 1049]
